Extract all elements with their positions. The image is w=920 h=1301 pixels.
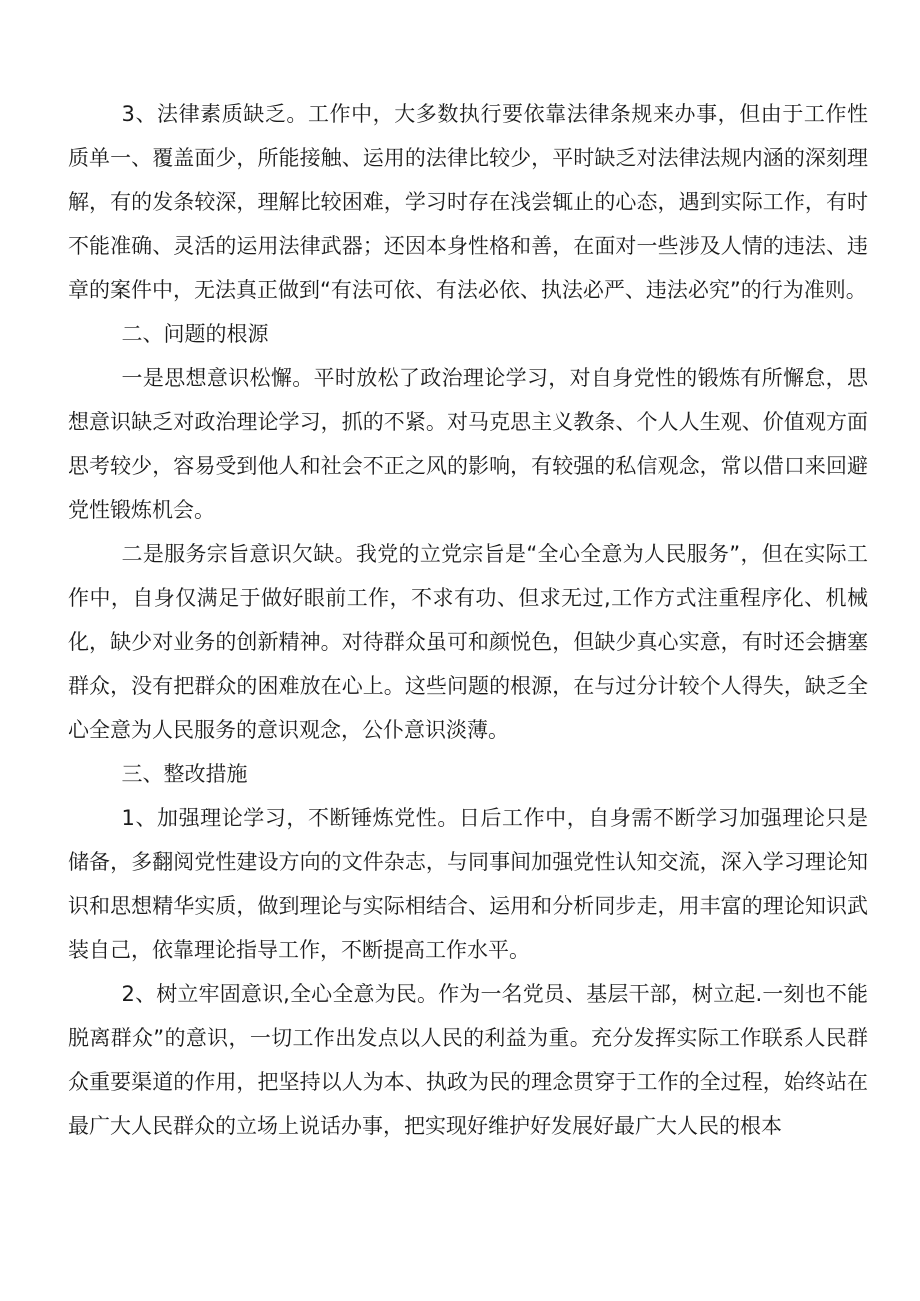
document-body [68,92,868,1148]
paragraph-serve-people: 2、树立牢固意识,全心全意为民。作为一名党员、基层干部，树立起.一刻也不能脱离群众”的意识，一切工作出发点以人民的利益为重。充分发挥实际工作联系人民群众重要渠道的作用，把坚持以人为本、执政为民的理念贯穿于工作的全过程，始终站在最广大人民群众的立场上说话办事，把实现好维护好发展好最广大人民的根本 [68,982,868,1138]
paragraph-service-purpose: 二是服务宗旨意识欠缺。我党的立党宗旨是“全心全意为人民服务”，但在实际工作中，自身仅满足于做好眼前工作，不求有功、但求无过,工作方式注重程序化、机械化，缺少对业务的创新精神。对待群众虽可和颜悦色，但缺少真心实意，有时还会搪塞群众，没有把群众的困难放在心上。这些问题的根源，在与过分计较个人得失，缺乏全心全意为人民服务的意识观念，公仆意识淡薄。 [68,542,869,742]
heading-problem-roots: 二、问题的根源 [121,322,269,346]
heading-rectification-measures: 三、整改措施 [121,762,248,786]
paragraph-legal-quality: 3、法律素质缺乏。工作中，大多数执行要依靠法律条规来办事，但由于工作性质单一、覆盖面少，所能接触、运用的法律比较少，平时缺乏对法律法规内涵的深刻理解，有的发条较深，理解比较困难，学习时存在浅尝辄止的心态，遇到实际工作，有时不能准确、灵活的运用法律武器；还因本身性格和善，在面对一些涉及人情的违法、违章的案件中，无法真正做到“有法可依、有法必依、执法必严、违法必究”的行为准则。 [68,102,868,302]
paragraph-ideological-slack: 一是思想意识松懈。平时放松了政治理论学习，对自身党性的锻炼有所懈怠，思想意识缺乏对政治理论学习，抓的不紧。对马克思主义教条、个人人生观、价值观方面思考较少，容易受到他人和社会不正之风的影响，有较强的私信观念，常以借口来回避党性锻炼机会。 [68,366,868,522]
paragraph-theory-study: 1、加强理论学习，不断锤炼党性。日后工作中，自身需不断学习加强理论只是储备，多翻阅党性建设方向的文件杂志，与同事间加强党性认知交流，深入学习理论知识和思想精华实质，做到理论与实际相结合、运用和分析同步走，用丰富的理论知识武装自己，依靠理论指导工作，不断提高工作水平。 [68,806,868,962]
